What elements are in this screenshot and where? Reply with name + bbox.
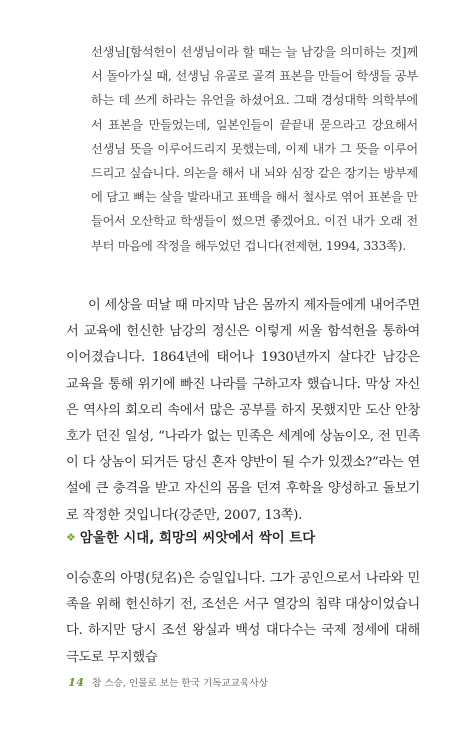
paragraph-text: 이 세상을 떠날 때 마지막 남은 몸까지 제자들에게 내어주면서 교육에 헌신한 남강의 정신은 이렇게 씨울 함석헌을 통하여 이어졌습니다. 1864년에 태어나 1930년까지 살다간 남강은 교육을 통해 위기에 빠진 나라를 구하고자 했습니다. 막상 자신은 역사의 회오리 속에서 많은 공부를 하지 못했지만 도산 안창호가 던진 일성, “나라가 없는 민족은 세계에 상놈이오, 전 민족이 다 상놈이 되거든 당신 혼자 양반이 될 수가 있겠소?”라는 연설에 큰 충격을 받고 자신의 몸을 던져 후학을 양성하고 돌보기로 작정한 것입니다(강준만, 2007, 13쪽).	[66, 298, 420, 523]
running-title: 참 스승, 인물로 보는 한국 기독교교육사상	[92, 678, 268, 689]
paragraph-text: 이승훈의 아명(兒名)은 승일입니다. 그가 공인으로서 나라와 민족을 위해 헌신하기 전, 조선은 서구 열강의 침략 대상이었습니다. 하지만 당시 조선 왕실과 백성 대다수는 국제 정세에 대해 극도로 무지했습	[66, 571, 420, 665]
body-paragraph-2	[66, 566, 420, 671]
section-heading	[66, 528, 420, 549]
quote-text: 선생님[함석헌이 선생님이라 할 때는 늘 남강을 의미하는 것]께서 돌아가실 때, 선생님 유골로 골격 표본을 만들어 학생들 공부하는 데 쓰게 하라는 유언을 하셨어요. 그때 경성대학 의학부에서 표본을 만들었는데, 일본인들이 끝끝내 묻으라고 강요해서 선생님 뜻을 이루어드리지 못했는데, 이제 내가 그 뜻을 이루어드리고 싶습니다. 의논을 해서 내 뇌와 심장 같은 장기는 방부제에 담고 뼈는 살을 발라내고 표백을 해서 철사로 엮어 표본을 만들어서 오산학교 학생들이 썼으면 좋겠어요. 이건 내가 오래 전부터 마음에 작정을 해두었던 겁니다(전제현, 1994, 333쪽).	[91, 45, 418, 253]
block-quote	[91, 40, 418, 258]
section-heading-text: 암울한 시대, 희망의 씨앗에서 싹이 트다	[79, 531, 316, 546]
diamond-bullet-icon: ❖	[66, 531, 76, 544]
body-paragraph-1	[66, 293, 420, 529]
page-footer	[68, 675, 268, 691]
page-number: 14	[68, 675, 85, 689]
